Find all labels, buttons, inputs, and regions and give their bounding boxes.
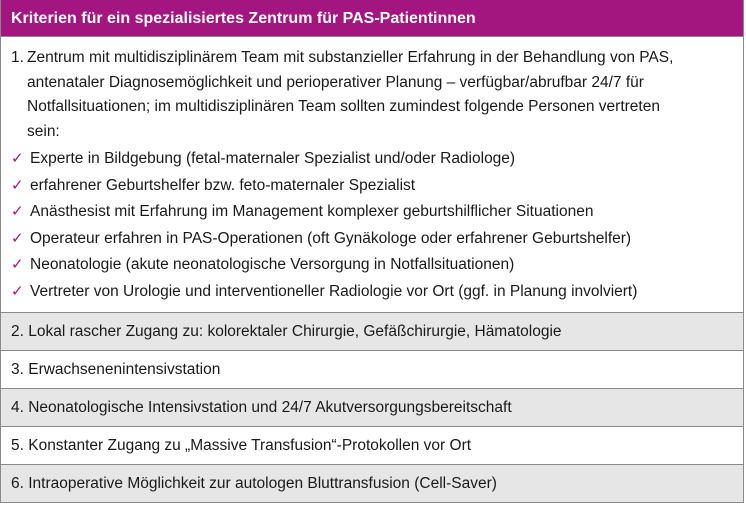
- table-row: 2. Lokal rascher Zugang zu: kolorektaler Chirurgie, Gefäßchirurgie, Hämatologie: [1, 313, 743, 351]
- list-item: [11, 279, 733, 306]
- checkmark-icon: ✓: [11, 176, 24, 194]
- table-row: 5. Konstanter Zugang zu „Massive Transfusion“-Protokollen vor Ort: [1, 427, 743, 465]
- checkmark-icon: ✓: [11, 203, 24, 221]
- checkmark-icon: ✓: [11, 282, 24, 300]
- list-item-text: Anästhesist mit Erfahrung im Management komplexer geburtshilflicher Situationen: [30, 203, 594, 221]
- row-1-line: sein:: [27, 122, 60, 140]
- row-1-line: Zentrum mit multidisziplinärem Team mit substanzieller Erfahrung in der Behandlung von PAS,: [27, 49, 674, 66]
- list-item-text: erfahrener Geburtshelfer bzw. feto-maternaler Spezialist: [30, 176, 416, 194]
- list-item-text: Neonatologie (akute neonatologische Versorgung in Notfallsituationen): [30, 256, 515, 274]
- list-item: [11, 226, 733, 253]
- list-item-text: Vertreter von Urologie und interventioneller Radiologie vor Ort (ggf. in Planung involviert): [30, 282, 638, 300]
- list-item: [11, 173, 733, 200]
- team-checklist: [11, 146, 733, 306]
- list-item-text: Operateur erfahren in PAS-Operationen (oft Gynäkologe oder erfahrener Geburtshelfer): [30, 229, 632, 247]
- row-1-number: 1.: [11, 49, 24, 66]
- list-item-text: Experte in Bildgebung (fetal-maternaler Spezialist und/oder Radiologe): [30, 150, 516, 167]
- row-1-line: antenataler Diagnosemöglichkeit und perioperativer Planung – verfügbar/abrufbar 24/7 für: [27, 73, 644, 91]
- checkmark-icon: ✓: [11, 229, 24, 247]
- table-title: Kriterien für ein spezialisiertes Zentrum für PAS-Patientinnen: [1, 0, 743, 37]
- table-row: 3. Erwachsenenintensivstation: [1, 351, 743, 389]
- checkmark-icon: ✓: [11, 256, 24, 274]
- row-1-line: Notfallsituationen; im multidisziplinären Team sollten zumindest folgende Personen vertreten: [27, 98, 660, 115]
- table-row: 6. Intraoperative Möglichkeit zur autologen Bluttransfusion (Cell-Saver): [1, 465, 743, 503]
- table-row: [1, 37, 743, 313]
- list-item: [11, 199, 733, 226]
- table-row: 4. Neonatologische Intensivstation und 24/7 Akutversorgungsbereitschaft: [1, 389, 743, 427]
- row-1-intro: [11, 46, 733, 144]
- checkmark-icon: ✓: [11, 150, 24, 167]
- list-item: [11, 252, 733, 279]
- list-item: [11, 146, 733, 173]
